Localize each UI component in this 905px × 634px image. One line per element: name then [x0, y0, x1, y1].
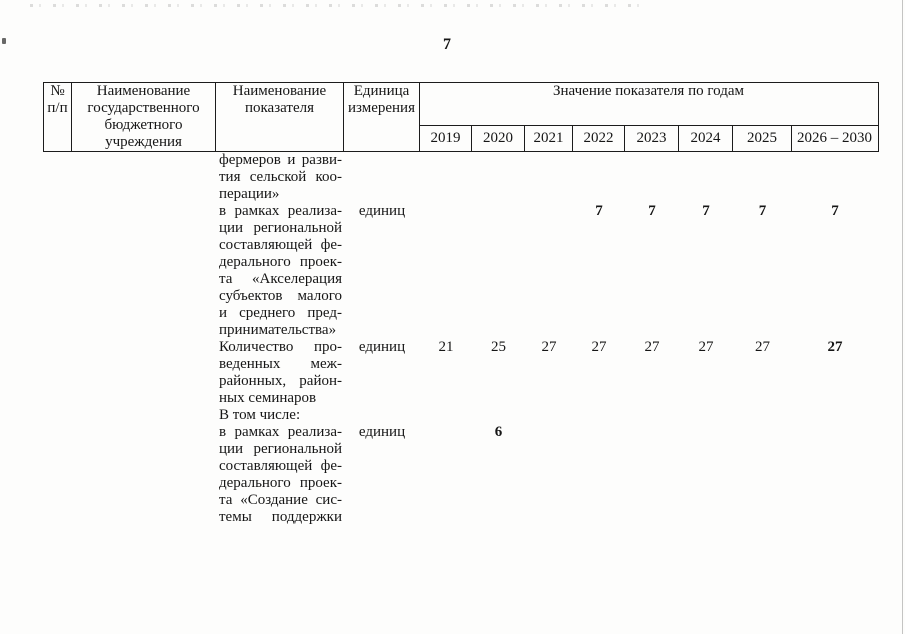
empty-cell — [72, 407, 216, 424]
value-2023: 27 — [644, 339, 660, 355]
scan-edge-noise — [30, 4, 650, 7]
header-text: Наименование — [232, 83, 327, 99]
value-2021 — [525, 424, 573, 526]
header-text: показателя — [244, 100, 315, 116]
year-header-2024: 2024 — [690, 130, 721, 146]
indicator-text-line: в рамках реализа- — [219, 203, 342, 219]
table-row — [43, 424, 878, 526]
unit-cell: единиц — [358, 339, 406, 355]
indicator-text-line: перации» — [219, 186, 280, 202]
empty-cell — [43, 407, 72, 424]
value-2023: 7 — [648, 203, 656, 219]
indicator-name-cell — [216, 407, 344, 424]
value-2019: 21 — [438, 339, 454, 355]
indicator-text-line: ции региональной — [219, 441, 342, 457]
empty-cell — [72, 203, 216, 339]
header-text: Наименование — [96, 83, 191, 99]
year-header-2022: 2022 — [583, 130, 614, 146]
indicator-name-cell — [216, 424, 344, 526]
header-text: бюджетного — [104, 117, 183, 133]
empty-cell — [43, 424, 72, 526]
indicator-name-cell — [216, 203, 344, 339]
value-2023 — [625, 424, 679, 526]
indicator-text-line: субъектов малого — [219, 288, 342, 304]
empty-cell — [43, 152, 72, 203]
indicator-table-body — [43, 152, 878, 526]
value-2025: 7 — [758, 203, 767, 219]
header-cell-values-by-year — [420, 83, 877, 125]
value-2026-2030: 27 — [827, 339, 843, 355]
indicator-name-cell — [216, 339, 344, 407]
value-2026-2030: 7 — [831, 203, 839, 219]
header-cell-unit — [344, 83, 419, 150]
header-cell-institution — [72, 83, 215, 150]
value-2026-2030 — [792, 424, 878, 526]
header-cell-indicator — [216, 83, 343, 150]
empty-cell — [72, 339, 216, 407]
scan-page-edge — [902, 0, 903, 634]
indicator-text-line: тия сельской коо- — [219, 169, 342, 185]
header-text: № — [50, 83, 65, 99]
value-2022: 7 — [595, 203, 603, 219]
indicator-text-line: районных, район- — [219, 373, 342, 389]
indicator-text-line: та «Создание сис- — [219, 492, 342, 508]
indicator-text-line: Количество про- — [219, 339, 342, 355]
header-cell-number — [44, 83, 71, 150]
indicator-text-line: и среднего пред- — [219, 305, 342, 321]
indicator-text-line: ных семинаров — [219, 390, 317, 406]
indicator-name-cell — [216, 152, 344, 203]
year-header-2025: 2025 — [747, 130, 777, 146]
empty-cell — [72, 152, 216, 203]
year-header-2026-2030: 2026 – 2030 — [797, 130, 872, 146]
indicator-text-line: дерального проек- — [219, 254, 342, 270]
value-2020: 6 — [494, 424, 503, 440]
indicator-text-line: ции региональной — [219, 220, 342, 236]
year-header-2023: 2023 — [636, 130, 667, 146]
empty-cell — [43, 339, 72, 407]
header-text: Единица — [353, 83, 410, 99]
value-2022 — [573, 424, 625, 526]
table-row — [43, 152, 878, 203]
value-2021: 27 — [541, 339, 557, 355]
indicator-text-line: дерального проек- — [219, 475, 342, 491]
empty-cell — [43, 203, 72, 339]
page-number: 7 — [443, 36, 451, 53]
table-row — [43, 407, 878, 424]
header-text: измерения — [347, 100, 415, 116]
indicator-text-line: в рамках реализа- — [219, 424, 342, 440]
indicator-text-line: составляющей фе- — [219, 458, 342, 474]
indicator-text-line: составляющей фе- — [219, 237, 342, 253]
indicator-text-line: та «Акселерация — [219, 271, 342, 287]
header-text: п/п — [47, 100, 68, 116]
value-2020: 25 — [491, 339, 506, 355]
value-2022: 27 — [591, 339, 607, 355]
year-header-2020: 2020 — [483, 130, 513, 146]
unit-cell: единиц — [358, 203, 406, 219]
value-2025 — [733, 424, 792, 526]
year-header-2019: 2019 — [430, 130, 461, 146]
value-2020 — [472, 203, 525, 339]
header-text: Значение показателя по годам — [553, 83, 744, 99]
header-text: государственного — [87, 100, 200, 116]
value-2019 — [420, 203, 472, 339]
value-2025: 27 — [755, 339, 770, 355]
value-2024 — [679, 424, 733, 526]
unit-cell: единиц — [358, 424, 406, 440]
table-row — [43, 203, 878, 339]
indicator-text-line: фермеров и разви- — [219, 152, 342, 168]
empty-cell — [72, 424, 216, 526]
value-2021 — [525, 203, 573, 339]
indicator-text-line: В том числе: — [219, 407, 301, 423]
table-row — [43, 339, 878, 407]
indicator-text-line: принимательства» — [219, 322, 337, 338]
value-2024: 7 — [702, 203, 710, 219]
indicator-text-line: веденных меж- — [219, 356, 342, 372]
scan-mark — [2, 38, 6, 44]
indicator-text-line: темы поддержки — [219, 509, 342, 525]
value-2019 — [420, 424, 472, 526]
header-text: учреждения — [105, 134, 182, 150]
value-2024: 27 — [698, 339, 714, 355]
year-header-2021: 2021 — [533, 130, 564, 146]
